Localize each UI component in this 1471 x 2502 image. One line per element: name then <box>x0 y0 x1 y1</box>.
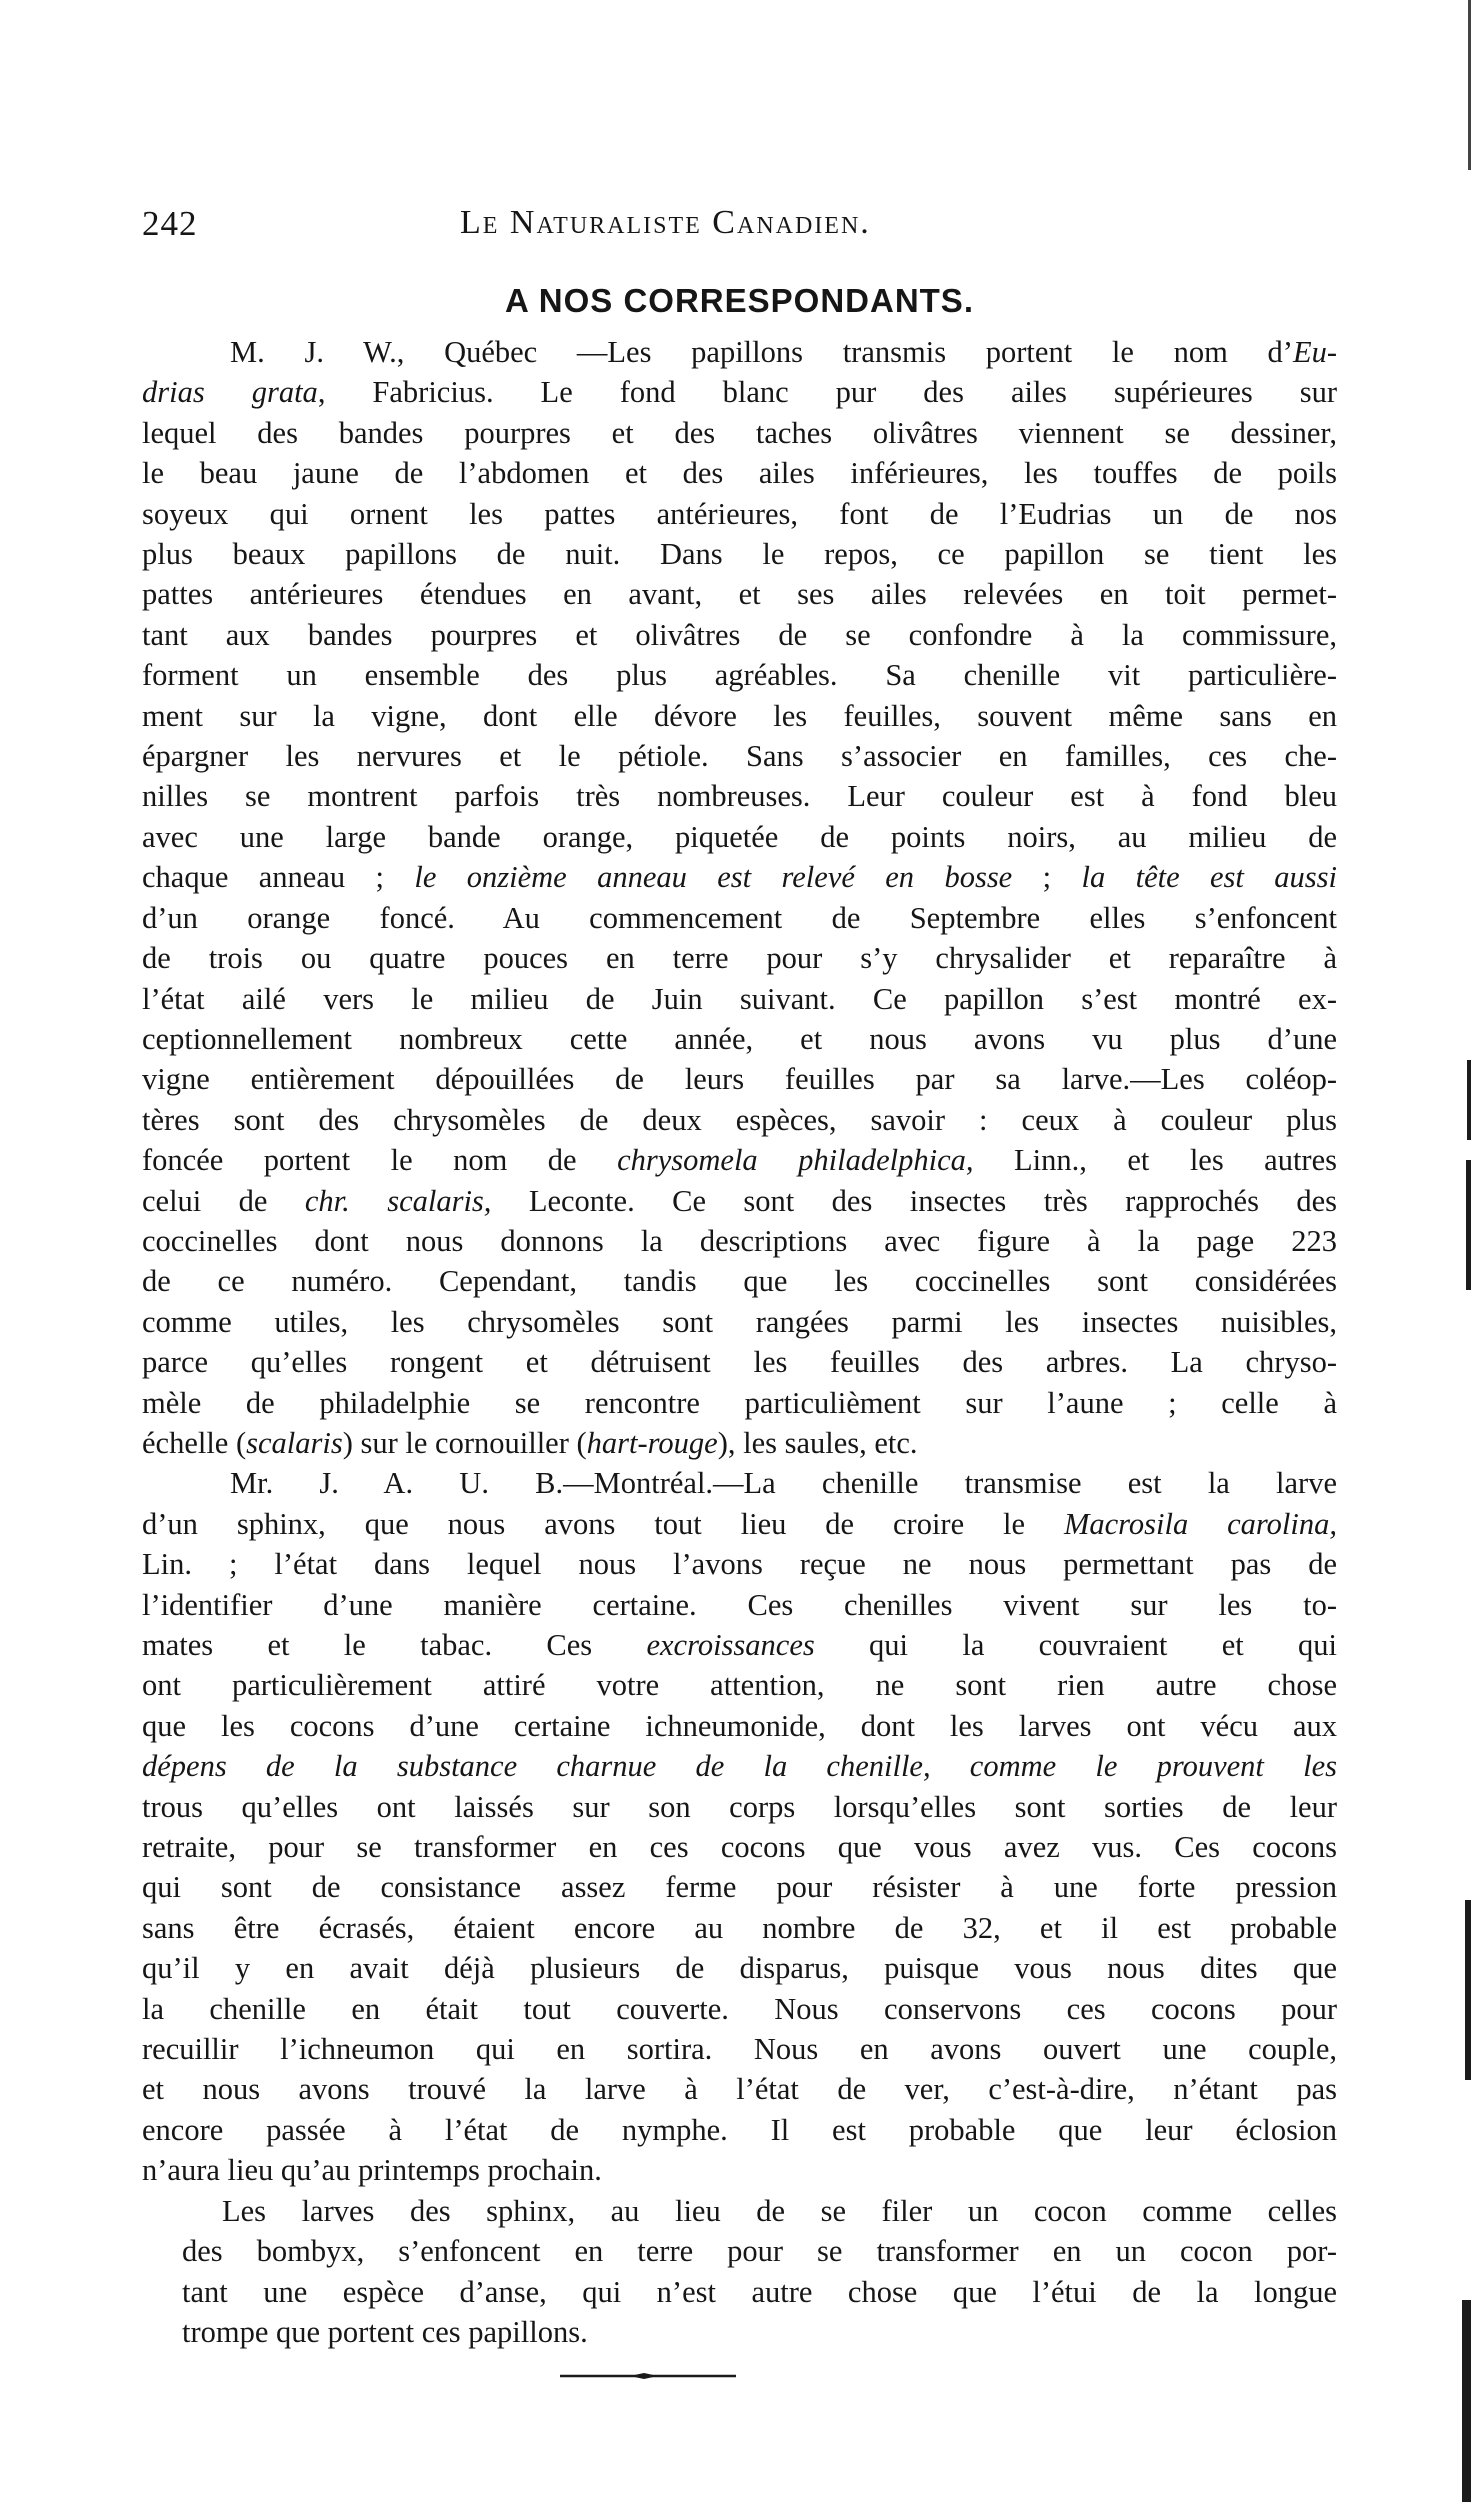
text-line <box>142 1746 1337 1786</box>
text-line <box>142 1181 1337 1221</box>
text-run: et nous avons trouvé la larve à l’état de ver, c’est-à-dire, n’étant pas <box>142 2072 1337 2107</box>
text-line <box>142 736 1337 776</box>
text-line <box>142 1059 1337 1099</box>
article-body <box>142 332 1337 2352</box>
text-run: le beau jaune de l’abdomen et des ailes inférieures, les touffes de poils <box>142 456 1337 491</box>
text-run: chaque anneau ; <box>142 860 415 895</box>
text-line <box>142 2312 1337 2352</box>
text-line <box>142 615 1337 655</box>
paragraph-correspondent-montreal <box>142 1463 1337 2190</box>
text-run: pattes antérieures étendues en avant, et ses ailes relevées en toit permet- <box>142 577 1337 612</box>
text-line <box>142 655 1337 695</box>
scan-edge-mark <box>1466 1160 1471 1290</box>
text-run: ment sur la vigne, dont elle dévore les feuilles, souvent même sans en <box>142 698 1337 733</box>
text-line <box>142 1867 1337 1907</box>
scan-edge-mark <box>1462 2300 1471 2502</box>
text-line <box>142 2029 1337 2069</box>
italic-text: excroissances <box>646 1628 815 1662</box>
text-run: que les cocons d’une certaine ichneumonide, dont les larves ont vécu aux <box>142 1708 1337 1743</box>
text-line <box>142 1423 1337 1463</box>
text-line <box>142 1544 1337 1584</box>
text-line <box>142 1100 1337 1140</box>
italic-text: scalaris <box>246 1425 343 1460</box>
text-run: , Fabricius. Le fond blanc pur des ailes supérieures sur <box>317 375 1337 410</box>
text-line <box>142 696 1337 736</box>
text-run: mèle de philadelphie se rencontre particulièment sur l’aune ; celle à <box>142 1385 1337 1420</box>
text-line <box>142 2110 1337 2150</box>
text-run: d’un sphinx, que nous avons tout lieu de croire le <box>142 1506 1064 1541</box>
paragraph-correspondent-quebec <box>142 332 1337 1463</box>
text-run: tant une espèce d’anse, qui n’est autre chose que l’étui de la longue <box>182 2274 1337 2309</box>
text-run: M. J. W., Québec —Les papillons transmis portent le nom d’ <box>230 335 1293 369</box>
text-run: sans être écrasés, étaient encore au nombre de 32, et il est probable <box>142 1910 1337 1945</box>
text-run: de trois ou quatre pouces en terre pour s’y chrysalider et reparaître à <box>142 941 1337 976</box>
running-head <box>142 204 1342 252</box>
end-ornament-rule <box>560 2373 736 2379</box>
italic-text: Macrosila carolina, <box>1063 1506 1337 1541</box>
text-line <box>142 574 1337 614</box>
text-run: ; <box>1012 860 1082 895</box>
text-line <box>142 1463 1337 1503</box>
text-run: foncée portent le nom de <box>142 1143 618 1178</box>
text-line <box>142 453 1337 493</box>
text-line <box>142 1625 1337 1665</box>
text-run: épargner les nervures et le pétiole. Sans s’associer en familles, ces che- <box>142 739 1337 774</box>
text-line <box>142 938 1337 978</box>
text-run: lequel des bandes pourpres et des taches olivâtres viennent se dessiner, <box>142 415 1337 450</box>
text-run: vigne entièrement dépouillées de leurs feuilles par sa larve.—Les coléop- <box>142 1062 1337 1097</box>
text-line <box>142 776 1337 816</box>
text-line <box>142 1140 1337 1180</box>
text-run: Les larves des sphinx, au lieu de se filer un cocon comme celles <box>222 2193 1337 2228</box>
text-run: qu’il y en avait déjà plusieurs de disparus, puisque vous nous dites que <box>142 1951 1337 1986</box>
text-run: mates et le tabac. Ces <box>142 1628 647 1662</box>
text-run: l’état ailé vers le milieu de Juin suivant. Ce papillon s’est montré ex- <box>142 981 1337 1016</box>
text-line <box>142 857 1337 897</box>
text-line <box>142 1585 1337 1625</box>
text-line <box>142 1383 1337 1423</box>
text-line <box>142 1827 1337 1867</box>
text-line <box>142 413 1337 453</box>
italic-text: hart-rouge <box>586 1425 718 1460</box>
text-line <box>142 1019 1337 1059</box>
text-run: de ce numéro. Cependant, tandis que les coccinelles sont considérées <box>142 1264 1337 1299</box>
text-run: n’aura lieu qu’au printemps prochain. <box>142 2153 602 2188</box>
text-run: comme utiles, les chrysomèles sont rangées parmi les insectes nuisibles, <box>142 1304 1337 1339</box>
text-run: nilles se montrent parfois très nombreuses. Leur couleur est à fond bleu <box>142 779 1337 814</box>
text-run: Mr. J. A. U. B.—Montréal.—La chenille transmise est la larve <box>230 1466 1337 1501</box>
text-run: ont particulièrement attiré votre attention, ne sont rien autre chose <box>142 1668 1337 1703</box>
text-line <box>142 372 1337 412</box>
journal-title: Le Naturaliste Canadien. <box>460 204 871 241</box>
text-run: ceptionnellement nombreux cette année, et nous avons vu plus d’une <box>142 1021 1337 1056</box>
text-line <box>142 1221 1337 1261</box>
text-run: ) sur le cornouiller ( <box>342 1425 587 1460</box>
italic-text: chrysomela philadelphica, <box>617 1143 974 1178</box>
italic-text: dépens de la substance charnue de la chenille, comme le prouvent les <box>142 1749 1337 1784</box>
text-run: Lin. ; l’état dans lequel nous l’avons reçue ne nous permettant pas de <box>142 1547 1337 1582</box>
italic-text: chr. scalaris, <box>304 1183 492 1218</box>
italic-text: la tête est aussi <box>1081 860 1337 895</box>
text-run: qui sont de consistance assez ferme pour résister à une forte pression <box>142 1870 1337 1905</box>
text-run: l’identifier d’une manière certaine. Ces chenilles vivent sur les to- <box>142 1587 1337 1622</box>
text-run: plus beaux papillons de nuit. Dans le repos, ce papillon se tient les <box>142 537 1337 572</box>
text-run: des bombyx, s’enfoncent en terre pour se transformer en un cocon por- <box>182 2234 1337 2269</box>
text-line <box>142 2069 1337 2109</box>
text-run: celui de <box>142 1183 305 1218</box>
text-run: coccinelles dont nous donnons la descriptions avec figure à la page 223 <box>142 1223 1337 1258</box>
text-line <box>142 2150 1337 2190</box>
section-title: A NOS CORRESPONDANTS. <box>505 282 974 319</box>
text-line <box>142 1302 1337 1342</box>
text-line <box>142 534 1337 574</box>
text-run: ), les saules, etc. <box>717 1425 918 1460</box>
text-run: encore passée à l’état de nymphe. Il est probable que leur éclosion <box>142 2112 1337 2147</box>
italic-text: le onzième anneau est relevé en bosse <box>414 860 1013 895</box>
text-line <box>142 1989 1337 2029</box>
text-line <box>142 494 1337 534</box>
text-run: trompe que portent ces papillons. <box>182 2314 588 2349</box>
scan-edge-mark <box>1465 1900 1471 2080</box>
text-run: d’un orange foncé. Au commencement de Septembre elles s’enfoncent <box>142 900 1337 935</box>
text-line <box>142 1908 1337 1948</box>
text-run: avec une large bande orange, piquetée de points noirs, au milieu de <box>142 819 1337 854</box>
paragraph-sphinx-larvae <box>142 2191 1337 2353</box>
text-run: tant aux bandes pourpres et olivâtres de se confondre à la commissure, <box>142 617 1337 652</box>
text-run: forment un ensemble des plus agréables. Sa chenille vit particulière- <box>142 658 1337 693</box>
text-run: parce qu’elles rongent et détruisent les feuilles des arbres. La chryso- <box>142 1345 1337 1380</box>
text-line <box>142 1342 1337 1382</box>
text-line <box>142 2272 1337 2312</box>
text-line <box>142 332 1337 372</box>
page-number: 242 <box>142 204 198 243</box>
text-run: trous qu’elles ont laissés sur son corps lorsqu’elles sont sorties de leur <box>142 1789 1337 1824</box>
text-line <box>142 817 1337 857</box>
text-run: échelle ( <box>142 1425 247 1460</box>
text-line <box>142 979 1337 1019</box>
text-line <box>142 2231 1337 2271</box>
text-run: qui la couvraient et qui <box>814 1628 1337 1662</box>
text-line <box>142 1948 1337 1988</box>
italic-text: drias grata <box>142 375 318 410</box>
text-line <box>142 1706 1337 1746</box>
text-line <box>142 1665 1337 1705</box>
text-run: soyeux qui ornent les pattes antérieures, font de l’Eudrias un de nos <box>142 496 1337 531</box>
text-run: Leconte. Ce sont des insectes très rapprochés des <box>491 1183 1338 1218</box>
text-line <box>142 2191 1337 2231</box>
text-line <box>142 1504 1337 1544</box>
text-line <box>142 1261 1337 1301</box>
text-line <box>142 898 1337 938</box>
text-run: retraite, pour se transformer en ces cocons que vous avez vus. Ces cocons <box>142 1830 1337 1865</box>
scan-edge-mark <box>1467 1060 1471 1140</box>
text-run: la chenille en était tout couverte. Nous conservons ces cocons pour <box>142 1991 1337 2026</box>
text-run: recuillir l’ichneumon qui en sortira. Nous en avons ouvert une couple, <box>142 2032 1337 2067</box>
text-run: Linn., et les autres <box>973 1143 1337 1178</box>
italic-text: Eu- <box>1292 335 1337 369</box>
text-line <box>142 1787 1337 1827</box>
text-run: tères sont des chrysomèles de deux espèces, savoir : ceux à couleur plus <box>142 1102 1337 1137</box>
